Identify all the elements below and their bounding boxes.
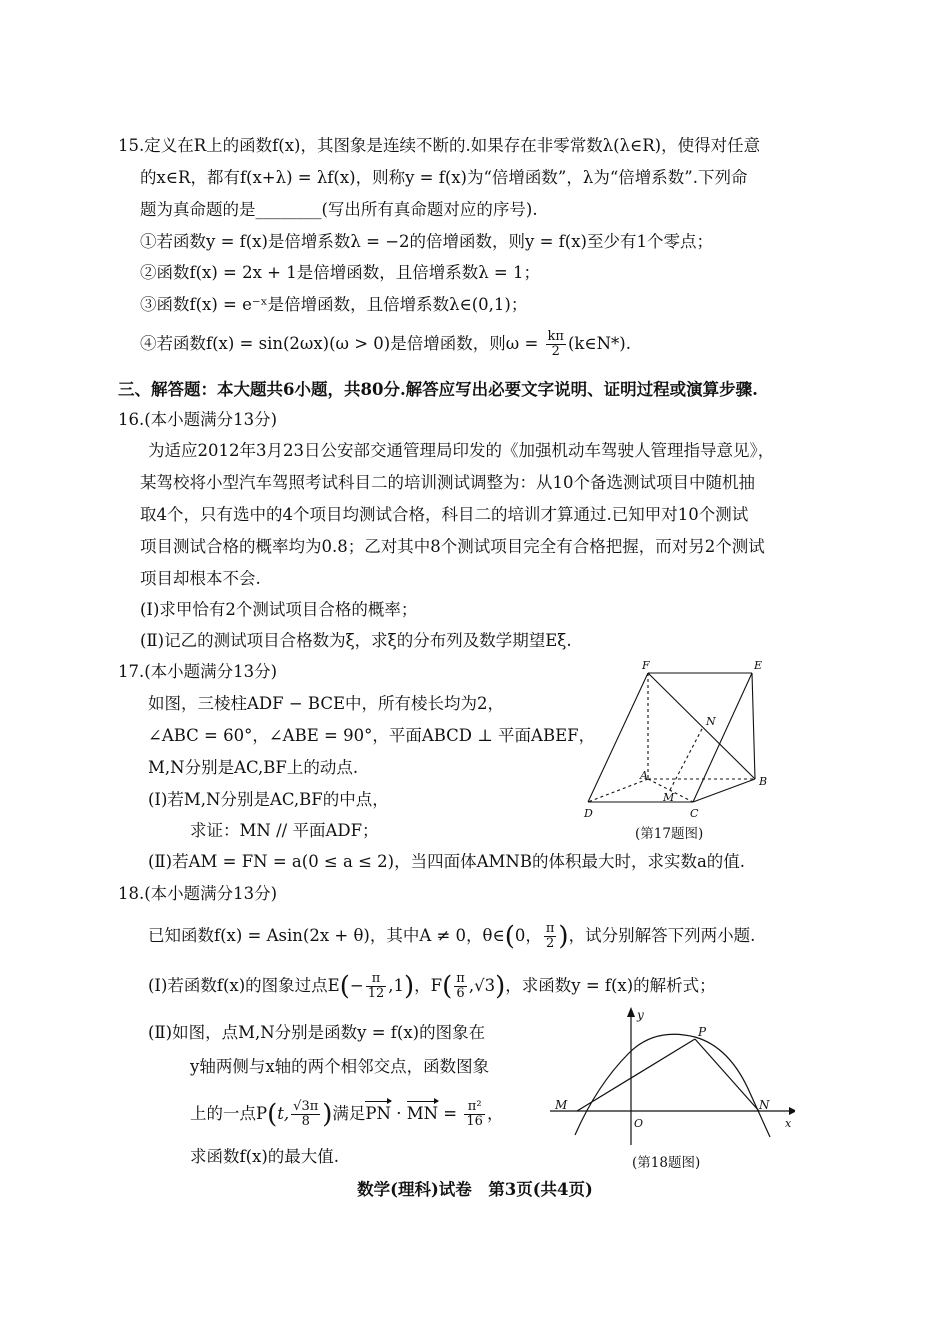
q17-para-line3: M,N分别是AC,BF上的动点. — [148, 758, 359, 777]
q18-s2-p-den: 8 — [301, 1114, 310, 1129]
q18-s2-p-num: √3π — [293, 1099, 319, 1114]
q18-figure-caption: (第18题图) — [632, 1155, 701, 1171]
q17-label-E: E — [754, 659, 763, 672]
q18-s2-eq: = — [438, 1104, 463, 1123]
q15-option3: ③函数f(x) = e⁻ˣ是倍增函数，且倍增系数λ∈(0,1)； — [140, 295, 528, 314]
q18-s2-result-num: π² — [464, 1100, 485, 1115]
q17-prism-figure — [580, 655, 780, 825]
q17-label-B: B — [759, 775, 768, 788]
q18-para-mid: 0， — [514, 926, 542, 945]
q15-option4-fraction — [546, 330, 566, 359]
q16-para-line4: 项目测试合格的概率均为0.8；乙对其中8个测试项目完全有合格把握，而对另2个测试 — [140, 537, 765, 556]
q18-s2-dot: · — [390, 1104, 407, 1123]
q18-para-post: ，试分别解答下列两小题. — [568, 926, 756, 945]
q18-s1-f-post: ,√3 — [468, 976, 496, 995]
q18-s2-pre: 上的一点P — [190, 1104, 268, 1123]
q15-option4-den: 2 — [551, 344, 560, 359]
q18-s2-p-fraction — [291, 1100, 320, 1129]
q18-s1-e-pre: − — [349, 976, 364, 995]
q15-line3: 题为真命题的是________(写出所有真命题对应的序号). — [140, 200, 538, 219]
q16-para-line2: 某驾校将小型汽车驾照考试科目二的培训测试调整为：从10个备选测试项目中随机抽 — [140, 473, 755, 492]
q18-label-M: M — [555, 1098, 568, 1112]
q17-label-A: A — [640, 769, 648, 782]
q17-subquestion2: (Ⅱ)若AM = FN = a(0 ≤ a ≤ 2)，当四面体AMNB的体积最大时，求实数a的值. — [148, 852, 746, 871]
q16-subquestion2: (Ⅱ)记乙的测试项目合格数为ξ，求ξ的分布列及数学期望Eξ. — [140, 631, 572, 650]
q18-s1-e-post: ,1 — [388, 976, 405, 995]
q16-para-line1: 为适应2012年3月23日公安部交通管理局印发的《加强机动车驾驶人管理指导意见》， — [148, 441, 775, 460]
q18-heading: 18.(本小题满分13分) — [118, 884, 278, 903]
q17-para-line1: 如图，三棱柱ADF − BCE中，所有棱长均为2， — [148, 694, 505, 713]
q16-subquestion1: (Ⅰ)求甲恰有2个测试项目合格的概率； — [140, 600, 418, 619]
q18-subquestion1: (Ⅰ)若函数f(x)的图象过点E(− $\frac{\pi}{12}$ ,1)，F( $\frac{\pi}{6}$ ,√3)，求函数y = f(x)的解析式； — [148, 971, 716, 1002]
q18-label-O: O — [634, 1117, 644, 1130]
q15-line1: 15.定义在R上的函数f(x)，其图象是连续不断的.如果存在非零常数λ(λ∈R)，使得对任意 — [118, 136, 761, 155]
q18-theta-den: 2 — [545, 936, 555, 951]
q17-figure-caption: (第17题图) — [635, 826, 704, 842]
q18-subquestion2-line1: (Ⅱ)如图，点M,N分别是函数y = f(x)的图象在 — [148, 1023, 486, 1042]
q18-s2-vector-mn: MN — [406, 1104, 439, 1123]
q15-line2: 的x∈R，都有f(x+λ) = λf(x)，则称y = f(x)为“倍增函数”，λ为“倍增系数”.下列命 — [140, 168, 748, 187]
q18-s2-vector-pn: PN — [365, 1104, 391, 1123]
section3-heading: 三、解答题：本大题共6小题，共80分.解答应写出必要文字说明、证明过程或演算步骤. — [118, 380, 758, 399]
q18-graph-figure — [545, 1005, 795, 1150]
q17-label-C: C — [690, 807, 699, 820]
q18-label-N: N — [759, 1098, 770, 1112]
q18-s2-mid: 满足 — [332, 1104, 366, 1123]
q17-label-D: D — [584, 807, 593, 820]
q18-theta-num: π — [545, 921, 555, 936]
q16-para-line5: 项目却根本不会. — [140, 569, 261, 588]
q17-heading: 17.(本小题满分13分) — [118, 662, 278, 681]
q18-s1-f-label: ，F — [414, 976, 443, 995]
q17-subquestion1-proof: 求证：MN // 平面ADF； — [190, 821, 379, 840]
q18-s2-result-fraction — [464, 1100, 485, 1129]
q18-para-pre: 已知函数f(x) = Asin(2x + θ)，其中A ≠ 0，θ∈ — [148, 926, 505, 945]
q18-s2-result-den: 16 — [466, 1114, 483, 1129]
q18-s2-t: t, — [277, 1104, 290, 1123]
q18-s1-e-fraction — [366, 972, 387, 1001]
q15-option4-pre: ④若函数f(x) = sin(2ωx)(ω > 0)是倍增函数，则ω = — [140, 334, 544, 353]
q18-label-P: P — [698, 1025, 707, 1039]
q18-s1-e-den: 12 — [367, 986, 385, 1001]
q17-label-F: F — [642, 659, 650, 672]
q18-s1-e-num: π — [366, 972, 387, 987]
q15-option4 — [140, 330, 631, 359]
q18-label-y: y — [637, 1008, 644, 1022]
q18-s1-pre: (Ⅰ)若函数f(x)的图象过点E — [148, 976, 340, 995]
q18-subquestion2-line2: y轴两侧与x轴的两个相邻交点，函数图象 — [190, 1057, 490, 1076]
q17-label-N: N — [706, 715, 716, 728]
q18-label-x: x — [785, 1117, 792, 1130]
q18-s1-f-fraction — [454, 972, 467, 1001]
q15-option4-num: kπ — [547, 329, 564, 344]
q18-s1-f-num: π — [456, 971, 465, 986]
q17-para-line2: ∠ABC = 60°，∠ABE = 90°，平面ABCD ⊥ 平面ABEF， — [148, 726, 596, 745]
q18-theta-fraction — [544, 922, 557, 951]
q18-s1-f-den: 6 — [456, 986, 465, 1001]
q18-subquestion2-line4: 求函数f(x)的最大值. — [190, 1147, 340, 1166]
q15-option1: ①若函数y = f(x)是倍增系数λ = −2的倍增函数，则y = f(x)至少有1个零点； — [140, 232, 713, 251]
q18-para-line1: 已知函数f(x) = Asin(2x + θ)，其中A ≠ 0，θ∈(0， $\frac{\pi}{2}$ )，试分别解答下列两小题. — [148, 921, 756, 952]
q16-heading: 16.(本小题满分13分) — [118, 410, 278, 429]
q17-subquestion1: (Ⅰ)若M,N分别是AC,BF的中点， — [148, 790, 389, 809]
q17-label-M: M — [663, 791, 675, 804]
q16-para-line3: 取4个，只有选中的4个项目均测试合格，科目二的培训才算通过.已知甲对10个测试 — [140, 505, 749, 524]
q18-s1-post: ，求函数y = f(x)的解析式； — [505, 976, 716, 995]
q15-option2: ②函数f(x) = 2x + 1是倍增函数，且倍增系数λ = 1； — [140, 263, 540, 282]
q15-option4-post: (k∈N*). — [567, 334, 631, 353]
q18-subquestion2-line3: 上的一点P(t, $\frac{√3\pi}{8}$ )满足PN · MN = $\frac{\text{π²}}{16}$ ， — [190, 1099, 504, 1130]
q18-s2-end: ， — [486, 1104, 504, 1123]
page-footer: 数学(理科)试卷 第3页(共4页) — [357, 1180, 593, 1199]
